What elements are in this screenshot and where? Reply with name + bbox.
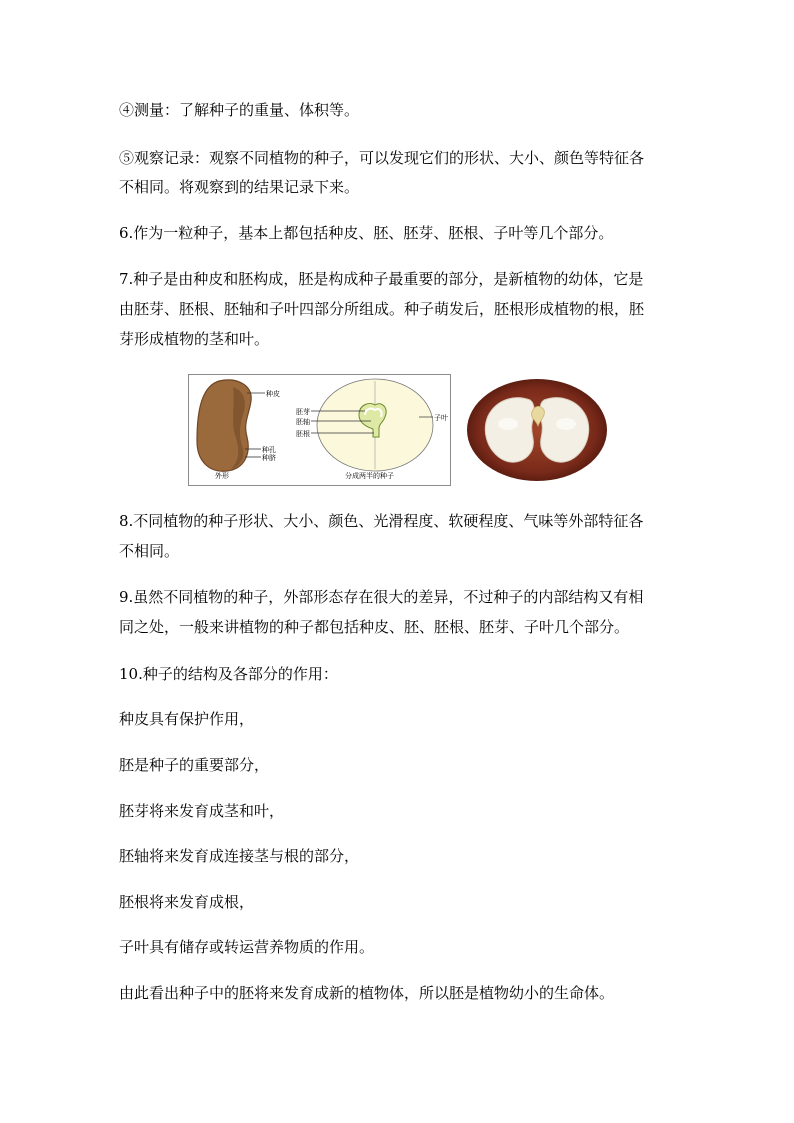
label-cotyledon: 子叶 xyxy=(434,414,448,422)
paragraph-measure: ④测量：了解种子的重量、体积等。 xyxy=(119,101,360,119)
label-hilum: 种脐 xyxy=(262,454,276,462)
label-exterior: 外形 xyxy=(215,472,229,480)
paragraph-item-10: 10.种子的结构及各部分的作用： xyxy=(119,665,338,683)
paragraph-item-6: 6.作为一粒种子，基本上都包括种皮、胚、胚芽、胚根、子叶等几个部分。 xyxy=(119,224,614,242)
seed-photo xyxy=(466,378,608,482)
label-plumule: 胚芽 xyxy=(296,408,310,416)
seed-diagram-svg xyxy=(189,375,450,485)
seed-figure xyxy=(188,374,608,486)
paragraph-item-7-line1: 7.种子是由种皮和胚构成，胚是构成种子最重要的部分，是新植物的幼体，它是 xyxy=(119,270,644,288)
label-hypocotyl: 胚轴 xyxy=(296,418,310,426)
paragraph-item-7-line3: 芽形成植物的茎和叶。 xyxy=(119,330,270,348)
label-micropyle: 种孔 xyxy=(262,446,276,454)
paragraph-plumule-function: 胚芽将来发育成茎和叶， xyxy=(119,802,285,820)
paragraph-conclusion: 由此看出种子中的胚将来发育成新的植物体，所以胚是植物幼小的生命体。 xyxy=(119,984,615,1002)
paragraph-item-8-line2: 不相同。 xyxy=(119,542,180,560)
seed-photo-svg xyxy=(466,378,608,482)
label-seed-coat: 种皮 xyxy=(266,390,280,398)
bean-exterior-shape xyxy=(197,380,251,471)
paragraph-observe-line2: 不相同。将观察到的结果记录下来。 xyxy=(119,178,360,196)
paragraph-hypocotyl-function: 胚轴将来发育成连接茎与根的部分， xyxy=(119,847,360,865)
paragraph-item-8-line1: 8.不同植物的种子形状、大小、颜色、光滑程度、软硬程度、气味等外部特征各 xyxy=(119,512,644,530)
paragraph-embryo-function: 胚是种子的重要部分， xyxy=(119,756,270,774)
paragraph-item-9-line2: 同之处，一般来讲植物的种子都包括种皮、胚、胚根、胚芽、子叶几个部分。 xyxy=(119,618,630,636)
paragraph-observe-line1: ⑤观察记录：观察不同植物的种子，可以发现它们的形状、大小、颜色等特征各 xyxy=(119,149,645,167)
label-radicle: 胚根 xyxy=(296,430,310,438)
paragraph-cotyledon-function: 子叶具有储存或转运营养物质的作用。 xyxy=(119,938,375,956)
paragraph-radicle-function: 胚根将来发育成根， xyxy=(119,893,255,911)
label-split-seed: 分成两半的种子 xyxy=(345,472,394,480)
paragraph-seed-coat-function: 种皮具有保护作用， xyxy=(119,710,255,728)
seed-structure-diagram xyxy=(188,374,451,486)
paragraph-item-7-line2: 由胚芽、胚根、胚轴和子叶四部分所组成。种子萌发后，胚根形成植物的根，胚 xyxy=(119,300,645,318)
paragraph-item-9-line1: 9.虽然不同植物的种子，外部形态存在很大的差异，不过种子的内部结构又有相 xyxy=(119,588,644,606)
